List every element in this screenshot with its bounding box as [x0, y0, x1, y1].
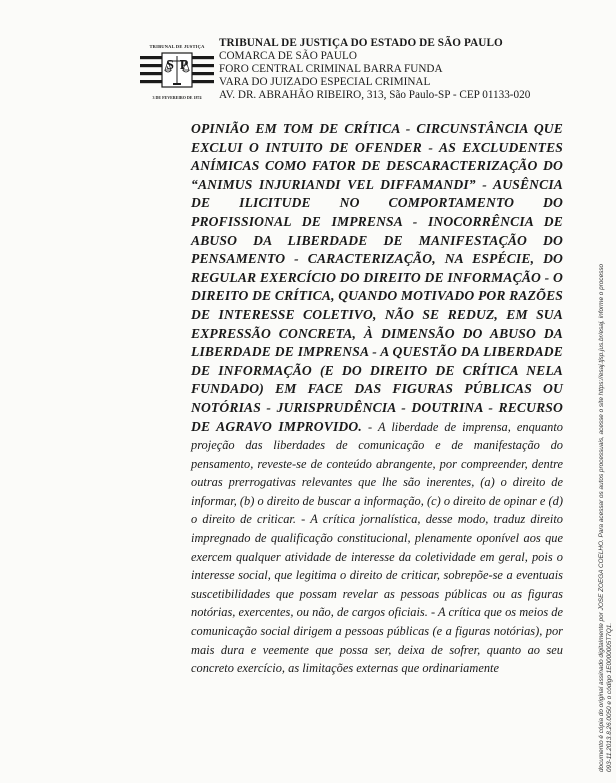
header-address: AV. DR. ABRAHÃO RIBEIRO, 313, São Paulo-SP - CEP 01133-020	[219, 88, 531, 101]
body-text: - A liberdade de imprensa, enquanto projeção das liberdades de comunicação e de manifestação do pensamento, reveste-se de conteúdo abrangente, por compreender, dentre outras prerrogativas relevantes que lhe são inerentes, (a) o direito de informar, (b) o direito de buscar a informação, (c) o direito de opinar e (d) o direito de criticar. - A crítica jornalística, desse modo, traduz direito impregnado de qualificação constitucional, plenamente oponível aos que exercem qualquer atividade de interesse da coletividade em geral, pois o interesse social, que legitima o direito de criticar, sobrepõe-se a eventuais suscetibilidades que possam revelar as pessoas públicas ou as figuras notórias, exercentes, ou não, de cargos oficiais. - A crítica que os meios de comunicação social dirigem a pessoas públicas (e a figuras notórias), por mais dura e veemente que possa ser, deixa de sofrer, quanto ao seu concreto exercício, as limitações externas que ordinariamente	[191, 419, 563, 676]
digital-signature-note	[598, 82, 615, 772]
seal-letter-left: S	[166, 58, 174, 73]
ementa-text: OPINIÃO EM TOM DE CRÍTICA - CIRCUNSTÂNCIA QUE EXCLUI O INTUITO DE OFENDER - AS EXCLUDENTES ANÍMICAS COMO FATOR DE DESCARACTERIZAÇÃO DO “ANIMUS INJURIANDI VEL DIFFAMANDI” - AUSÊNCIA DE ILICITUDE NO COMPORTAMENTO DO PROFISSIONAL DE IMPRENSA - INOCORRÊNCIA DE ABUSO DA LIBERDADE DE MANIFESTAÇÃO DO PENSAMENTO - CARACTERIZAÇÃO, NA ESPÉCIE, DO REGULAR EXERCÍCIO DO DIREITO DE INFORMAÇÃO - O DIREITO DE CRÍTICA, QUANDO MOTIVADO POR RAZÕES DE INTERESSE COLETIVO, NÃO SE REDUZ, EM SUA EXPRESSÃO CONCRETA, À DIMENSÃO DO ABUSO DA LIBERDADE DE IMPRENSA - A QUESTÃO DA LIBERDADE DE INFORMAÇÃO (E DO DIREITO DE CRÍTICA NELA FUNDADO) EM FACE DAS FIGURAS PÚBLICAS OU NOTÓRIAS - JURISPRUDÊNCIA - DOUTRINA - RECURSO DE AGRAVO IMPROVIDO.	[191, 121, 563, 434]
seal-date-label: 3 DE FEVEREIRO DE 1874	[152, 95, 202, 100]
signature-note-line-2: 093-11.2013.8.26.0050 e o código 1E0000005T7Q1.	[606, 622, 614, 772]
document-body	[191, 120, 563, 678]
court-seal	[138, 44, 216, 102]
header-lines	[219, 37, 530, 102]
header-vara: VARA DO JUIZADO ESPECIAL CRIMINAL	[219, 75, 431, 88]
seal-letter-right: P	[179, 58, 189, 73]
header-foro: FORO CENTRAL CRIMINAL BARRA FUNDA	[219, 62, 443, 75]
signature-note-line-1: documento é cópia do original assinado digitalmente por JOSE ZOEGA COELHO. Para acessar os autos processuais, acesse o site https://esaj.tjsp.jus.br/esaj, informe o processo	[598, 263, 605, 772]
document-header	[0, 0, 616, 110]
header-court-name: TRIBUNAL DE JUSTIÇA DO ESTADO DE SÃO PAULO	[219, 37, 503, 49]
seal-court-label: TRIBUNAL DE JUSTIÇA	[149, 44, 205, 49]
header-comarca: COMARCA DE SÃO PAULO	[219, 49, 357, 62]
